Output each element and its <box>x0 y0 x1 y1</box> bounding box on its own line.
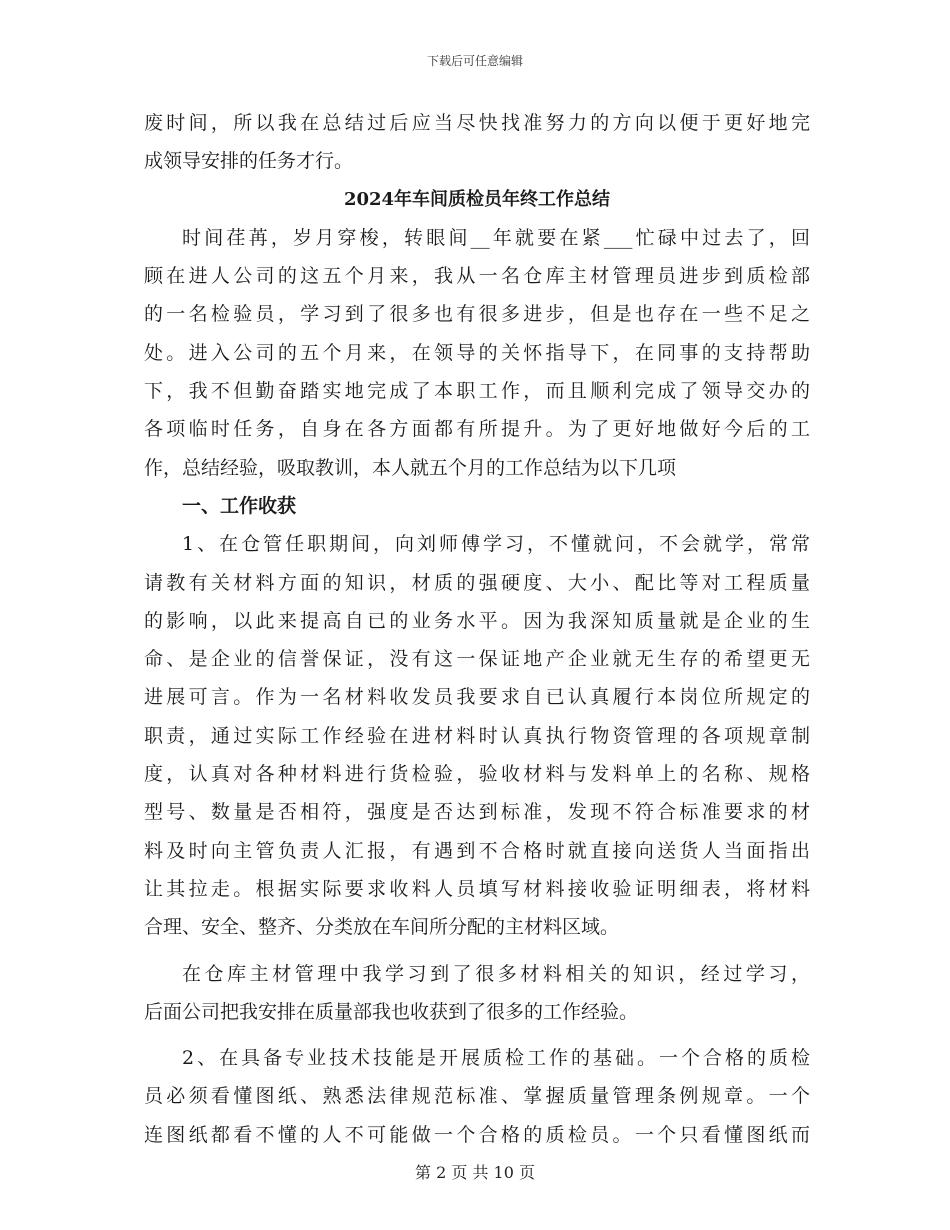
text-line: 请教有关材料方面的知识，材质的强硬度、大小、配比等对工程质量 <box>144 571 810 594</box>
text-line: 后面公司把我安排在质量部我也收获到了很多的工作经验。 <box>144 1000 639 1023</box>
text-line: 合理、安全、整齐、分类放在车间所分配的主材料区域。 <box>144 916 620 939</box>
document-title: 2024年车间质检员年终工作总结 <box>343 188 611 210</box>
text-line: 顾在进人公司的这五个月来，我从一名仓库主材管理员进步到质检部 <box>144 265 810 288</box>
paragraph-gap <box>144 1031 810 1039</box>
text-line: 的影响，以此来提高自已的业务水平。因为我深知质量就是企业的生 <box>144 609 810 632</box>
text-line: 1、在仓管任职期间，向刘师傅学习，不懂就问，不会就学，常常 <box>182 533 810 556</box>
text-line: 进展可言。作为一名材料收发员我要求自已认真履行本岗位所规定的 <box>144 686 810 709</box>
text-line: 型号、数量是否相符，强度是否达到标准，发现不符合标准要求的材 <box>144 801 810 824</box>
text-line: 料及时向主管负责人汇报，有遇到不合格时就直接向送货人当面指出 <box>144 839 810 862</box>
text-line: 命、是企业的信誉保证，没有这一保证地产企业就无生存的希望更无 <box>144 648 810 671</box>
text-line: 废时间，所以我在总结过后应当尽快找准努力的方向以便于更好地完 <box>144 112 810 134</box>
text-line: 的一名检验员，学习到了很多也有很多进步，但是也存在一些不足之 <box>144 303 810 326</box>
text-line: 连图纸都看不懂的人不可能做一个合格的质检员。一个只看懂图纸而 <box>144 1123 810 1146</box>
page-footer: 第 2 页 共 10 页 <box>415 1163 535 1182</box>
text-line: 成领导安排的任务才行。 <box>144 150 354 173</box>
text-line: 处。进入公司的五个月来，在领导的关怀指导下，在同事的支持帮助 <box>144 341 810 364</box>
page-header: 下载后可任意编辑 <box>426 54 523 68</box>
document-body <box>144 104 810 1154</box>
text-line: 2、在具备专业技术技能是开展质检工作的基础。一个合格的质检 <box>182 1047 810 1070</box>
text-line: 度，认真对各种材料进行货检验，验收材料与发料单上的名称、规格 <box>144 763 810 786</box>
text-line: 员必须看懂图纸、熟悉法律规范标准、掌握质量管理条例规章。一个 <box>144 1085 810 1108</box>
text-line: 在仓库主材管理中我学习到了很多材料相关的知识，经过学习， <box>182 962 810 985</box>
text-line: 各项临时任务，自身在各方面都有所提升。为了更好地做好今后的工 <box>144 418 810 441</box>
text-line: 职责，通过实际工作经验在进材料时认真执行物资管理的各项规章制 <box>144 724 810 747</box>
section-heading: 一、工作收获 <box>182 494 297 517</box>
text-line: 让其拉走。根据实际要求收料人员填写材料接收验证明细表，将材料 <box>144 877 810 900</box>
paragraph-gap <box>144 947 810 955</box>
text-line: 时间荏苒，岁月穿梭，转眼间__年就要在紧___忙碌中过去了，回 <box>182 226 810 249</box>
text-line: 作，总结经验，吸取教训，本人就五个月的工作总结为以下几项 <box>144 456 677 479</box>
text-line: 下，我不但勤奋踏实地完成了本职工作，而且顺利完成了领导交办的 <box>144 380 810 403</box>
